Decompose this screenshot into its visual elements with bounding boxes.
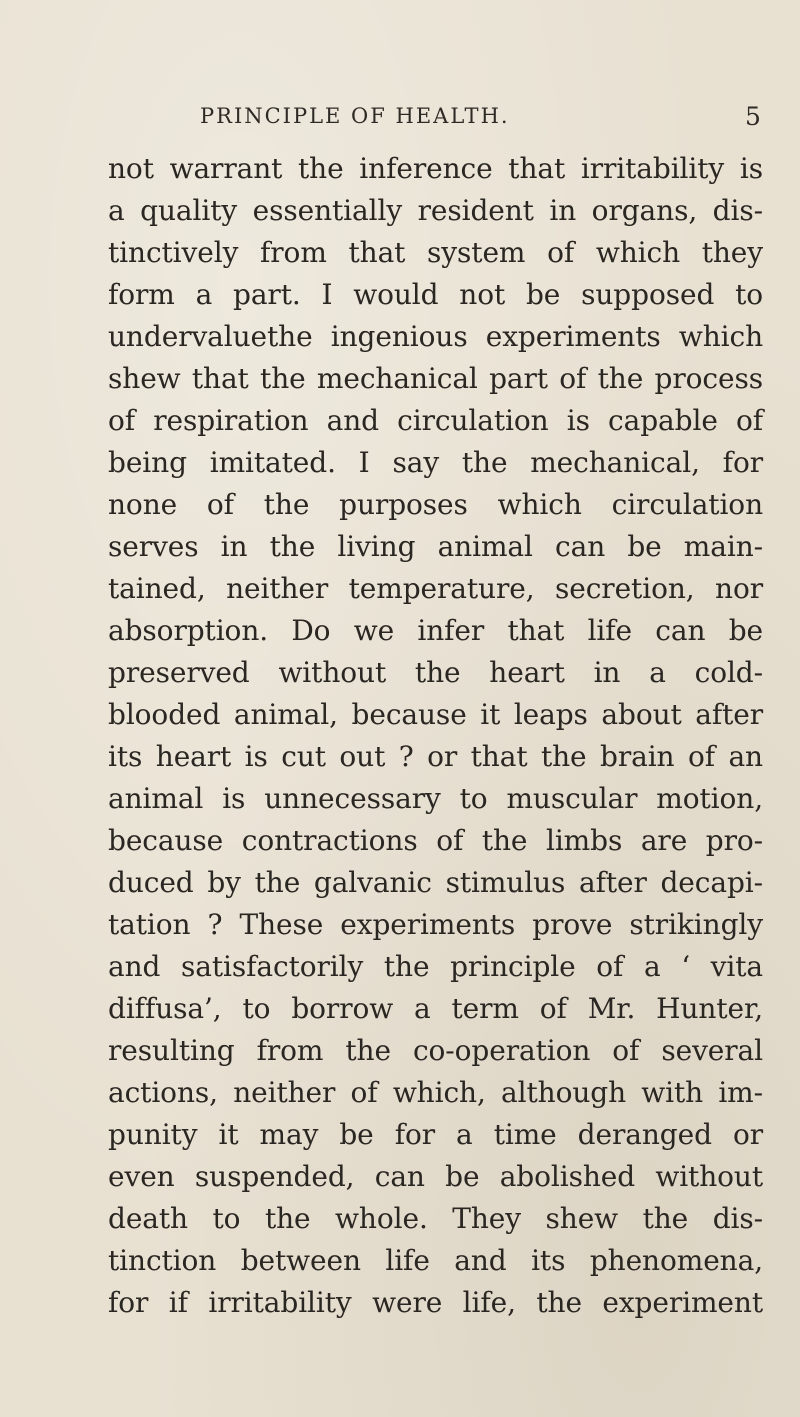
text-line: preserved without the heart in a cold- <box>108 656 763 689</box>
text-line: blooded animal, because it leaps about after <box>108 698 763 731</box>
text-line: tation ? These experiments prove strikingly <box>108 908 763 941</box>
text-line: tained, neither temperature, secretion, nor <box>108 572 763 605</box>
text-line: undervaluethe ingenious experiments which <box>108 320 763 353</box>
text-line: absorption. Do we infer that life can be <box>108 614 763 647</box>
text-line: its heart is cut out ? or that the brain of an <box>108 740 763 773</box>
text-line: for if irritability were life, the experiment <box>108 1286 763 1319</box>
text-line: tinctively from that system of which they <box>108 236 763 269</box>
text-line: serves in the living animal can be main- <box>108 530 763 563</box>
text-line: tinction between life and its phenomena, <box>108 1244 763 1277</box>
text-line: form a part. I would not be supposed to <box>108 278 763 311</box>
text-line: resulting from the co-operation of several <box>108 1034 763 1067</box>
text-line: none of the purposes which circulation <box>108 488 763 521</box>
text-line: punity it may be for a time deranged or <box>108 1118 763 1151</box>
page-header <box>0 98 800 138</box>
text-line: animal is unnecessary to muscular motion, <box>108 782 763 815</box>
text-line: duced by the galvanic stimulus after decapi- <box>108 866 763 899</box>
text-line: actions, neither of which, although with im- <box>108 1076 763 1109</box>
text-line: death to the whole. They shew the dis- <box>108 1202 763 1235</box>
text-line: even suspended, can be abolished without <box>108 1160 763 1193</box>
text-line: of respiration and circulation is capable of <box>108 404 763 437</box>
text-line: shew that the mechanical part of the process <box>108 362 763 395</box>
text-line: and satisfactorily the principle of a ‘ vita <box>108 950 763 983</box>
page-number: 5 <box>745 102 761 131</box>
text-line: a quality essentially resident in organs, dis- <box>108 194 763 227</box>
running-head: PRINCIPLE OF HEALTH. <box>200 104 510 128</box>
body-text <box>108 148 763 1324</box>
text-line: because contractions of the limbs are pro- <box>108 824 763 857</box>
text-line: diffusa’, to borrow a term of Mr. Hunter, <box>108 992 763 1025</box>
text-line: not warrant the inference that irritability is <box>108 152 763 185</box>
text-line: being imitated. I say the mechanical, for <box>108 446 763 479</box>
